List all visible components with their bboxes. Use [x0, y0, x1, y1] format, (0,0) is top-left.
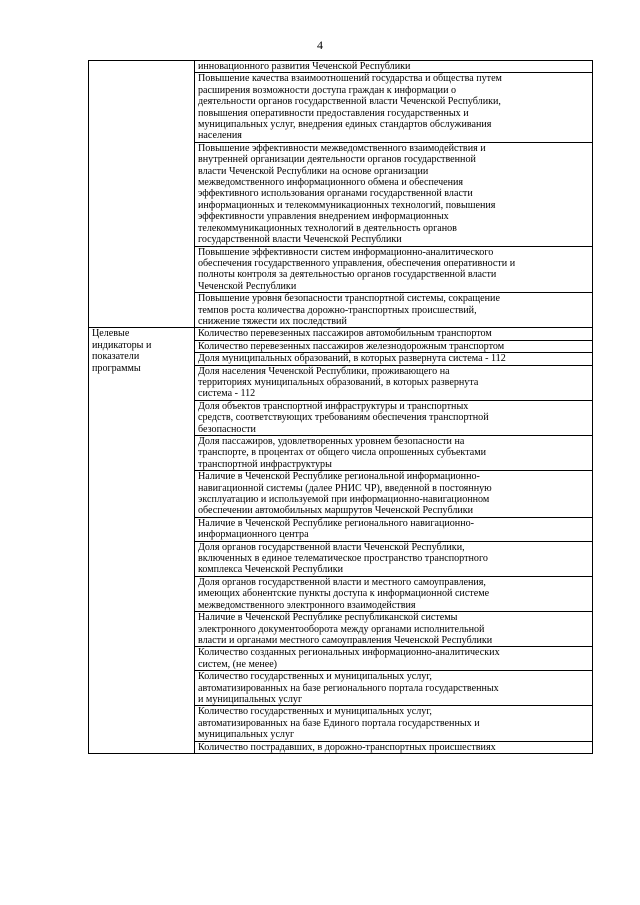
table-cell — [195, 293, 593, 328]
table-cell — [195, 471, 593, 518]
table-row — [89, 61, 593, 73]
table-cell — [195, 73, 593, 142]
table-cell — [195, 541, 593, 576]
table-cell — [195, 741, 593, 753]
cell-text: инновационного развития Чеченской Республики — [198, 61, 411, 72]
cell-text: Повышение качества взаимоотношений государства и общества путем расширения возможности доступа граждан к информации о деятельности органов государственной власти Чеченской Республики, повышения оперативности предоставления государственных и муниципальных услуг, внедрения единых стандартов обслуживания населения — [198, 73, 502, 142]
indicator-text: Наличие в Чеченской Республике регионального навигационно- информационного центра — [198, 517, 475, 541]
table-cell — [195, 671, 593, 706]
table-cell — [195, 612, 593, 647]
cell-text: Повышение эффективности систем информационно-аналитического обеспечения государственного управления, обеспечения оперативности и полноты контроля за деятельностью органов государственной власти Чеченской Республики — [198, 246, 516, 292]
table-cell — [195, 353, 593, 365]
section-label-cell — [89, 328, 195, 754]
table-row — [89, 328, 593, 340]
indicator-text: Количество перевезенных пассажиров железнодорожным транспортом — [198, 340, 505, 352]
section-label: Целевые индикаторы и показатели программы — [92, 328, 152, 374]
indicator-text: Количество перевезенных пассажиров автомобильным транспортом — [198, 328, 492, 340]
table-cell — [195, 61, 593, 73]
indicator-text: Доля объектов транспортной инфраструктуры и транспортных средств, соответствующих требованиям обеспечения транспортной безопасности — [198, 400, 489, 435]
table-cell — [195, 365, 593, 400]
table-cell — [195, 246, 593, 293]
indicator-text: Доля органов государственной власти Чеченской Республики, включенных в единое телематическое пространство транспортного комплекса Чеченской Республики — [198, 541, 488, 576]
cell-text: Повышение уровня безопасности транспортной системы, сокращение темпов роста количества дорожно-транспортных происшествий, снижение тяжести их последствий — [198, 293, 500, 327]
table-cell — [195, 647, 593, 671]
table-cell — [195, 436, 593, 471]
indicator-text: Доля органов государственной власти и местного самоуправления, имеющих абонентские пункты доступа к информационной системе межведомственного электронного взаимодействия — [198, 576, 490, 611]
table-cell — [195, 328, 593, 340]
empty-label-cell — [89, 61, 195, 328]
indicator-text: Количество пострадавших, в дорожно-транспортных происшествиях — [198, 741, 496, 753]
indicator-text: Доля муниципальных образований, в которых развернута система - 112 — [198, 353, 506, 365]
indicator-text: Количество созданных региональных информационно-аналитических систем, (не менее) — [198, 647, 500, 670]
table-cell — [195, 517, 593, 541]
indicator-text: Наличие в Чеченской Республике республиканской системы электронного документооборота между органами исполнительной власти и органами местного самоуправления Чеченской Республики — [198, 612, 493, 646]
table-cell — [195, 706, 593, 741]
indicator-text: Доля пассажиров, удовлетворенных уровнем безопасности на транспорте, в процентах от общего числа опрошенных субъектами транспортной инфраструктуры — [198, 436, 487, 470]
table-cell — [195, 400, 593, 435]
indicator-text: Количество государственных и муниципальных услуг, автоматизированных на базе регионального портала государственных и муниципальных услуг — [198, 671, 499, 705]
table-cell — [195, 340, 593, 352]
indicator-text: Количество государственных и муниципальных услуг, автоматизированных на базе Единого портала государственных и муниципальных услуг — [198, 706, 480, 741]
program-passport-table — [88, 60, 593, 754]
page-number: 4 — [317, 38, 323, 52]
table-cell — [195, 142, 593, 246]
table-cell — [195, 576, 593, 611]
indicator-text: Наличие в Чеченской Республике региональной информационно- навигационной системы (далее РНИС ЧР), введенной в постоянную эксплуатацию и используемой при информационно-навигационном обеспечении автомобильных маршрутов Чеченской Республики — [198, 471, 492, 517]
indicator-text: Доля населения Чеченской Республики, проживающего на территориях муниципальных образований, в которых развернута система - 112 — [198, 365, 479, 400]
cell-text: Повышение эффективности межведомственного взаимодействия и внутренней организации деятельности органов государственной власти Чеченской Республики на основе организации межведомственного информационного обмена и обеспечения эффективного использования органами государственной власти информационных и телекоммуникационных технологий, повышения эффективности управления внедрением информационных телекоммуникационных технологий в деятельность органов государственной власти Чеченской Республики — [198, 142, 496, 246]
